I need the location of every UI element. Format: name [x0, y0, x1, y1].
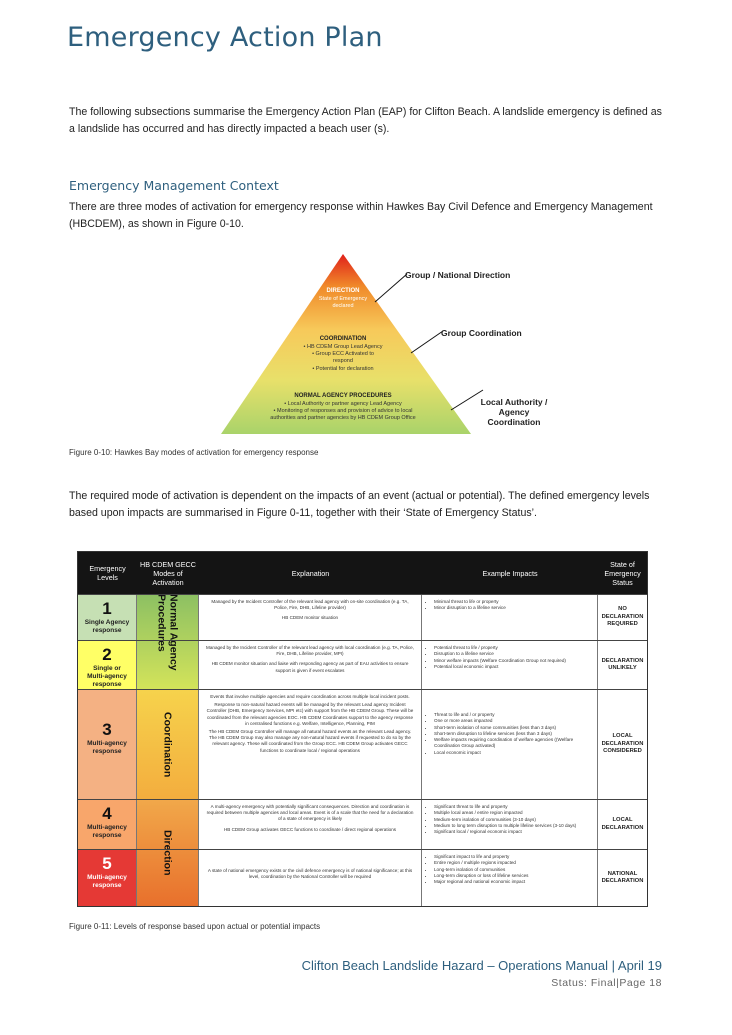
- section-heading: Emergency Management Context: [69, 178, 279, 193]
- pyramid-label-bottom-1: Local Authority /: [480, 397, 548, 407]
- pyramid-leader-top: [375, 274, 407, 302]
- mode-coordination-label: Coordination: [161, 711, 174, 778]
- level-number: 4: [102, 804, 112, 823]
- explanation-text: A state of national emergency exists or the civil defence emergency is of national significance; at this level, coordination by the National Controller will be required: [207, 868, 413, 880]
- header-status: State of Emergency Status: [604, 559, 641, 587]
- table-row: [78, 799, 647, 849]
- explanation-text: Events that involve multiple agencies and require coordination across multiple local incident posts.: [210, 694, 410, 699]
- footer-title: Clifton Beach Landslide Hazard – Operations Manual | April 19: [301, 958, 662, 973]
- explanation-text-2: Response to non-natural hazard events will be managed by the relevant Lead agency Incident Controller (DHB, Emergency Services, MPI etc) with support from the HB CDEM Group. These will be coordinated from the relevant agencies EOC. HB CDEM Coordinates support to the agency response in centralised functions e.g. Welfare, Intelligence, Planning, PIM: [206, 702, 414, 726]
- table-row: [78, 849, 647, 906]
- impacts-list: [422, 690, 597, 756]
- table-row: [78, 594, 647, 640]
- impact-item: • Threat to life and / or property: [434, 712, 593, 718]
- status-cell: [598, 800, 647, 849]
- impact-item: • Minimal threat to life or property: [434, 599, 593, 605]
- pyramid-label-top: Group / National Direction: [405, 270, 511, 280]
- intro-paragraph: The following subsections summarise the Emergency Action Plan (EAP) for Clifton Beach. A landslide emergency is defined as a landslide has occurred and has directly impacted a beach user (s).: [69, 106, 662, 135]
- impact-item: • Short-term isolation of some communities (less than 3 days): [434, 725, 593, 731]
- impact-item: • Potential threat to life / property: [434, 645, 593, 651]
- impacts-cell: [422, 850, 598, 906]
- status-text: LOCAL DECLARATION CONSIDERED: [601, 733, 644, 755]
- pyramid-direction-sub1: State of Emergency: [318, 296, 368, 302]
- impact-item: • Multiple local areas / entire region impacted: [434, 810, 593, 816]
- activation-pyramid-figure: [215, 250, 548, 440]
- impact-item: • Significant impact to life and property: [434, 854, 593, 860]
- pyramid-direction-sub2: declared: [332, 303, 354, 309]
- impact-item: • Disruption to a lifeline service: [434, 651, 593, 657]
- pyramid-normal-bullet-2: • Monitoring of responses and provision of advice to local: [273, 408, 413, 414]
- level-1-cell: [78, 595, 137, 640]
- section-paragraph: There are three modes of activation for emergency response within Hawkes Bay Civil Defence and Emergency Management (HBCDEM), as shown in Figure 0-10.: [69, 201, 653, 230]
- pyramid-label-mid: Group Coordination: [441, 328, 522, 338]
- explanation-text: A multi-agency emergency with potentially significant consequences. Direction and coordination is required between multiple agencies and local areas. Event is of a scale that the need for a declaration of a state of emergency is likely: [206, 804, 414, 822]
- pyramid-coordination-bullet-1: • HB CDEM Group Lead Agency: [303, 344, 383, 350]
- header-emergency-levels: Emergency Levels: [89, 564, 126, 582]
- header-explanation: Explanation: [291, 568, 330, 578]
- status-text: DECLARATION UNLIKELY: [601, 657, 644, 671]
- explanation-cell: [199, 595, 422, 640]
- emergency-levels-table: [77, 551, 648, 907]
- level-number: 5: [102, 854, 112, 873]
- pyramid-coordination-bullet-3: • Potential for declaration: [312, 366, 374, 372]
- explanation-text: Managed by the Incident Controller of the relevant lead agency with on-site coordination (e.g. TA, Police, Fire, DHB, Lifeline provider): [211, 599, 409, 611]
- level-name: Single or Multi-agency response: [87, 665, 127, 688]
- page-title: Emergency Action Plan: [67, 22, 383, 53]
- impact-item: • Medium to long term disruption to multiple lifeline services (3-10 days): [434, 823, 593, 829]
- figure-10-caption: Figure 0-10: Hawkes Bay modes of activation for emergency response: [69, 448, 319, 457]
- level-3-cell: [78, 690, 137, 799]
- impacts-cell: [422, 690, 598, 799]
- footer-status: Status: Final|Page 18: [551, 977, 662, 989]
- status-text: NATIONAL DECLARATION: [601, 870, 644, 884]
- level-name: Multi-agency response: [87, 874, 127, 889]
- impacts-list: [422, 850, 597, 885]
- impact-item: • Potential local economic impact: [434, 664, 593, 670]
- status-cell: [598, 595, 647, 640]
- pyramid-coordination-bullet-2: • Group ECC Activated to: [312, 351, 374, 357]
- level-number: 3: [102, 720, 112, 739]
- level-4-cell: [78, 800, 137, 849]
- impact-item: • Entire region / multiple regions impacted: [434, 860, 593, 866]
- impact-item: • Short-term disruption to lifeline services (less than 3 days): [434, 731, 593, 737]
- table-header-row: [78, 552, 647, 594]
- pyramid-leader-mid: [411, 331, 443, 353]
- explanation-text-2: HB CDEM monitor situation and liaise with responding agency as part of EAU activities to ensure support is given if event escalates: [211, 661, 409, 673]
- explanation-text-2: HB CDEM monitor situation: [281, 615, 339, 621]
- impact-item: • Minor welfare impacts (Welfare Coordination Group not required): [434, 658, 593, 664]
- impact-item: • One or more areas impacted: [434, 718, 593, 724]
- impact-item: • Minor disruption to a lifeline service: [434, 605, 593, 611]
- explanation-cell: [199, 641, 422, 689]
- mode-normal-label: Normal Agency Procedures: [155, 594, 180, 671]
- explanation-cell: [199, 800, 422, 849]
- pyramid-normal-bullet-2b: authorities and partner agencies by HB CDEM Group Office: [270, 415, 416, 421]
- pyramid-coordination-head: COORDINATION: [319, 336, 367, 342]
- impact-item: • Medium-term isolation of communities (3-10 days): [434, 817, 593, 823]
- level-5-cell: [78, 850, 137, 906]
- pyramid-normal-head: NORMAL AGENCY PROCEDURES: [294, 393, 392, 399]
- pyramid-label-bottom-3: Coordination: [487, 417, 541, 427]
- table-row: [78, 640, 647, 689]
- impact-item: • Significant threat to life and property: [434, 804, 593, 810]
- impacts-list: [422, 641, 597, 670]
- impact-item: • Welfare impacts requiring coordination of welfare agencies ((Welfare Coordination Group activated): [434, 737, 593, 750]
- explanation-text-2: HB CDEM Group activates GECC functions to coordinate / direct regional operations: [223, 826, 397, 832]
- level-name: Multi-agency response: [87, 740, 127, 755]
- pyramid-direction-head: DIRECTION: [326, 288, 360, 294]
- status-cell: [598, 641, 647, 689]
- impact-item: • Long-term isolation of communities: [434, 867, 593, 873]
- level-name: Multi-agency response: [87, 824, 127, 839]
- status-cell: [598, 850, 647, 906]
- pyramid-normal-bullet-1: • Local Authority or partner agency Lead Agency: [284, 401, 402, 407]
- level-number: 2: [102, 645, 112, 664]
- header-impacts: Example Impacts: [482, 568, 538, 578]
- impact-item: • Major regional and national economic impact: [434, 879, 593, 885]
- impacts-cell: [422, 800, 598, 849]
- impacts-cell: [422, 641, 598, 689]
- pyramid-label-bottom-2: Agency: [498, 407, 530, 417]
- status-text: LOCAL DECLARATION: [601, 817, 644, 831]
- impacts-list: [422, 595, 597, 612]
- impact-item: • Local economic impact: [434, 750, 593, 756]
- level-name: Single Agency response: [84, 619, 130, 634]
- status-text: NO DECLARATION REQUIRED: [601, 606, 644, 628]
- impacts-list: [422, 800, 597, 835]
- level-2-cell: [78, 641, 137, 689]
- mode-direction-label: Direction: [161, 830, 174, 876]
- status-cell: [598, 690, 647, 799]
- paragraph-2: The required mode of activation is dependent on the impacts of an event (actual or potential). The defined emergency levels based upon impacts are summarised in Figure 0-11, together with their ‘State of Emergency Status’.: [69, 490, 650, 519]
- explanation-cell: [199, 850, 422, 906]
- explanation-text-3: The HB CDEM Group Controller will manage all natural hazard events as the relevant Lead agency. The HB CDEM Group may also manage any non-natural hazard events if requested to do so by the relevant agency. These will coordinated from the Group ECC. HB CDEM Group activates GECC functions to coordinate local / regional operations: [208, 729, 412, 753]
- pyramid-coordination-bullet-2b: respond: [333, 358, 353, 364]
- table-row: [78, 689, 647, 799]
- pyramid-leader-bottom: [451, 390, 483, 410]
- figure-11-caption: Figure 0-11: Levels of response based upon actual or potential impacts: [69, 922, 321, 931]
- impact-item: • Long-term disruption or loss of lifeline services: [434, 873, 593, 879]
- impact-item: • Significant local / regional economic impact: [434, 829, 593, 835]
- header-modes: HB CDEM GECC Modes of Activation: [140, 559, 196, 587]
- explanation-text: Managed by the Incident Controller of the relevant lead agency with local coordination (e.g. TA, Police, Fire, DHB, Lifeline provider, MPI): [206, 645, 414, 657]
- level-number: 1: [102, 599, 112, 618]
- explanation-cell: [199, 690, 422, 799]
- impacts-cell: [422, 595, 598, 640]
